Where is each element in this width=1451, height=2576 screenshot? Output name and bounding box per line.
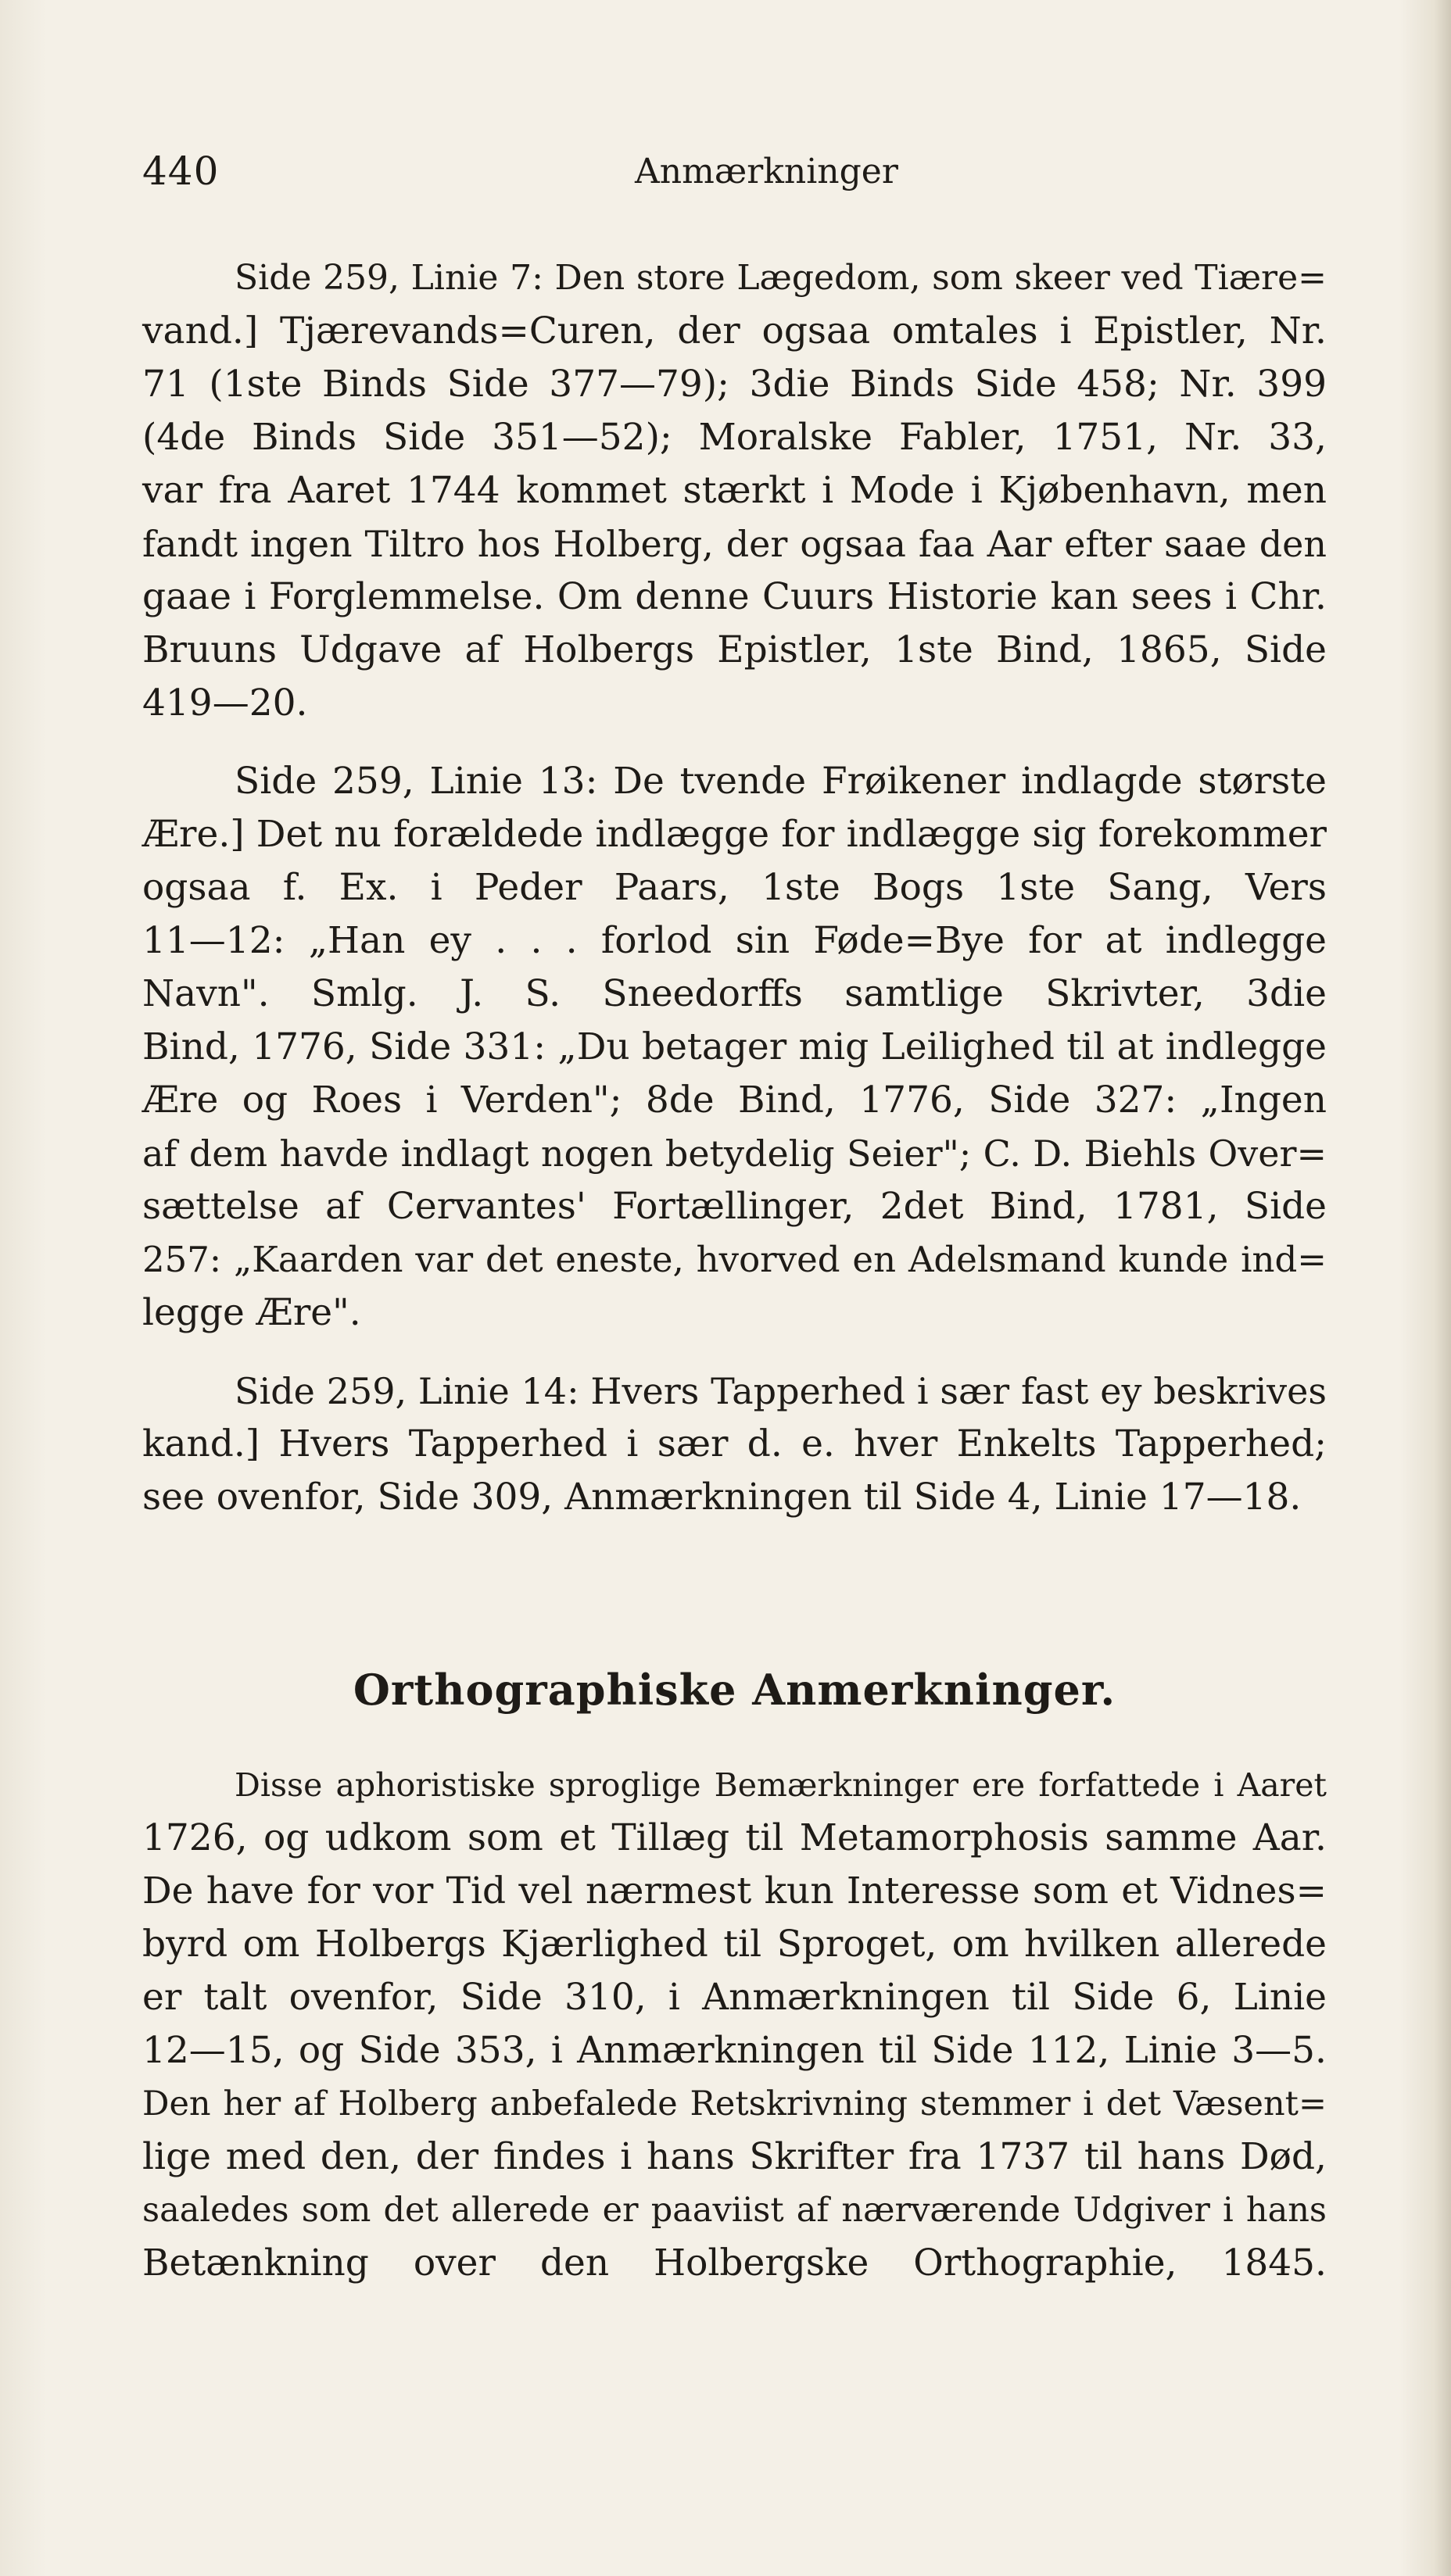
page-header <box>142 148 1327 203</box>
text-line: 1726, og udkom som et Tillæg til Metamorphosis samme Aar. <box>142 1816 1327 1859</box>
text-line: fandt ingen Tiltro hos Holberg, der ogsaa faa Aar efter saae den <box>142 523 1327 565</box>
text-line: legge Ære". <box>142 1291 361 1334</box>
text-line: 257: „Kaarden var det eneste, hvorved en Adelsmand kunde ind= <box>142 1239 1327 1280</box>
text-line: 12—15, og Side 353, i Anmærkningen til Side 112, Linie 3—5. <box>142 2029 1327 2072</box>
text-line: Ære.] Det nu forældede indlægge for indlægge sig forekommer <box>142 813 1327 856</box>
text-line: see ovenfor, Side 309, Anmærkningen til Side 4, Linie 17—18. <box>142 1476 1302 1519</box>
text-line: (4de Binds Side 351—52); Moralske Fabler, 1751, Nr. 33, <box>142 416 1327 459</box>
text-line: Side 259, Linie 7: Den store Lægedom, som skeer ved Tiære= <box>235 258 1327 298</box>
text-line: Bruuns Udgave af Holbergs Epistler, 1ste Bind, 1865, Side <box>142 628 1327 671</box>
text-line: De have for vor Tid vel nærmest kun Interesse som et Vidnes= <box>142 1869 1327 1912</box>
text-line: var fra Aaret 1744 kommet stærkt i Mode i Kjøbenhavn, men <box>142 469 1327 512</box>
text-line: Ære og Roes i Verden"; 8de Bind, 1776, Side 327: „Ingen <box>142 1079 1327 1122</box>
text-line: Navn". Smlg. J. S. Sneedorffs samtlige Skrivter, 3die <box>142 972 1327 1015</box>
text-line: 11—12: „Han ey . . . forlod sin Føde=Bye for at indlegge <box>142 919 1327 962</box>
text-line: Bind, 1776, Side 331: „Du betager mig Leilighed til at indlegge <box>142 1025 1327 1068</box>
text-line: byrd om Holbergs Kjærlighed til Sproget, om hvilken allerede <box>142 1923 1327 1966</box>
page-number: 440 <box>142 148 220 194</box>
text-line: Side 259, Linie 14: Hvers Tapperhed i sær fast ey beskrives <box>235 1370 1327 1412</box>
text-line: Disse aphoristiske sproglige Bemærkninger ere forfattede i Aaret <box>235 1766 1327 1804</box>
text-line: Side 259, Linie 13: De tvende Frøikener indlagde største <box>235 760 1327 803</box>
text-line: Den her af Holberg anbefalede Retskrivning stemmer i det Væsent= <box>142 2084 1327 2123</box>
text-line: er talt ovenfor, Side 310, i Anmærkningen til Side 6, Linie <box>142 1976 1327 2019</box>
text-line: ogsaa f. Ex. i Peder Paars, 1ste Bogs 1ste Sang, Vers <box>142 866 1327 909</box>
running-head: Anmærkninger <box>635 152 898 191</box>
text-line: Betænkning over den Holbergske Orthographie, 1845. <box>142 2241 1327 2284</box>
text-line: kand.] Hvers Tapperhed i sær d. e. hver Enkelts Tapperhed; <box>142 1422 1327 1465</box>
text-line: gaae i Forglemmelse. Om denne Cuurs Historie kan sees i Chr. <box>142 575 1327 618</box>
text-line: af dem havde indlagt nogen betydelig Seier"; C. D. Biehls Over= <box>142 1132 1327 1175</box>
text-line: 71 (1ste Binds Side 377—79); 3die Binds Side 458; Nr. 399 <box>142 363 1327 406</box>
text-line: sættelse af Cervantes' Fortællinger, 2det Bind, 1781, Side <box>142 1185 1327 1228</box>
text-line: vand.] Tjærevands=Curen, der ogsaa omtales i Epistler, Nr. <box>142 309 1327 352</box>
text-line: saaledes som det allerede er paaviist af nærværende Udgiver i hans <box>142 2191 1327 2230</box>
text-line: 419—20. <box>142 682 308 724</box>
section-title: Orthographiske Anmerkninger. <box>353 1665 1116 1715</box>
text-line: lige med den, der findes i hans Skrifter fra 1737 til hans Død, <box>142 2135 1327 2178</box>
